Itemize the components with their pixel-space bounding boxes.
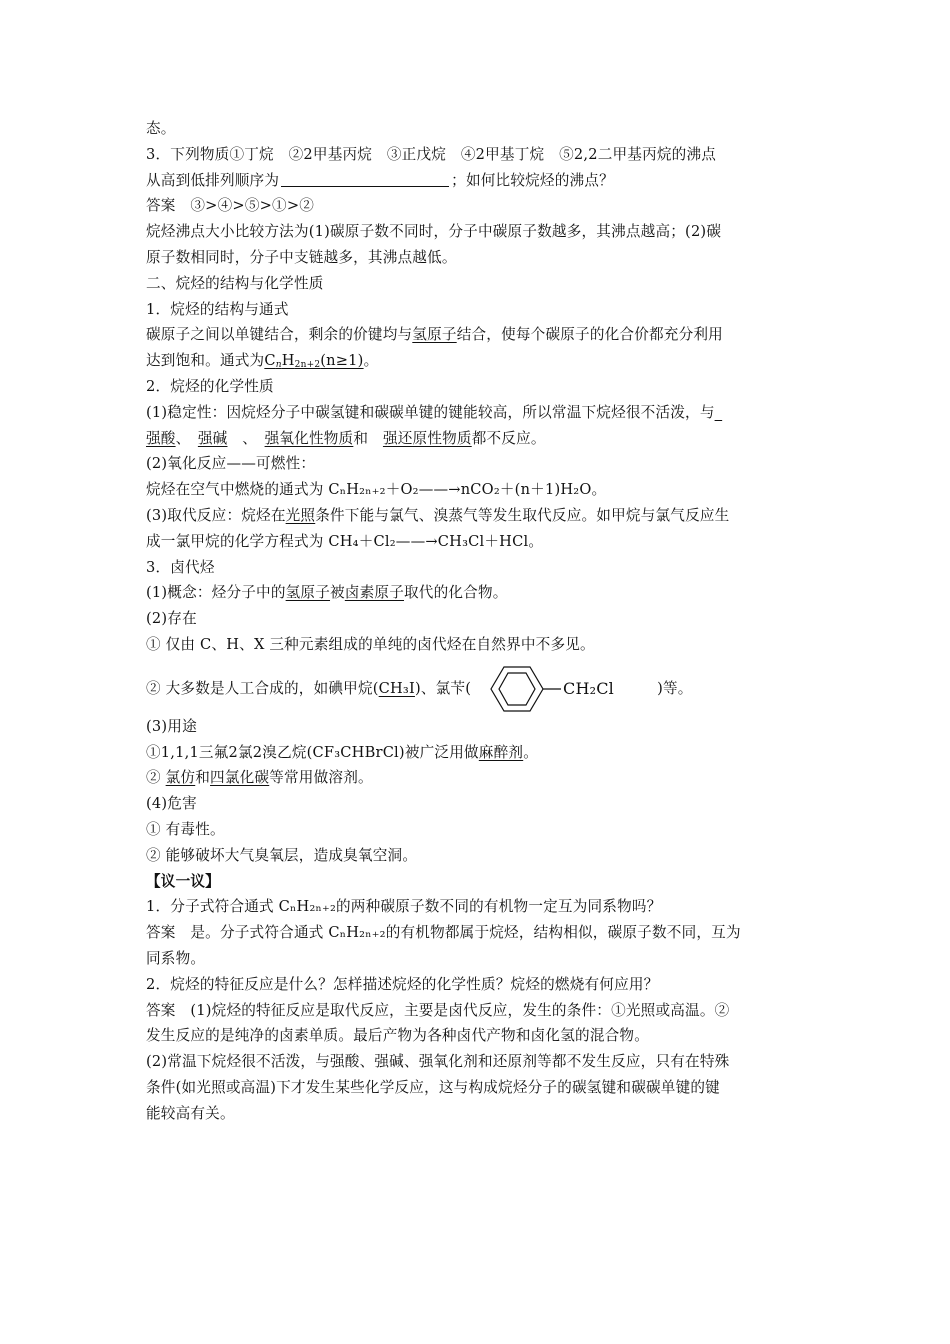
text-line: ①1,1,1三氟2氯2溴乙烷(CF₃CHBrCl)被广泛用做麻醉剂。 bbox=[146, 743, 538, 761]
text-line: (2)存在 bbox=[146, 610, 197, 628]
discussion-heading: 【议一议】 bbox=[146, 872, 220, 890]
answer-line: 答案 (1)烷烃的特征反应是取代反应，主要是卤代反应，发生的条件：①光照或高温。② bbox=[146, 1001, 730, 1019]
general-formula-line: 达到饱和。通式为$C_nH_{2n+2}(n\ge 1)$。 bbox=[146, 352, 379, 371]
subsection-heading: 2．烷烃的化学性质 bbox=[146, 377, 274, 395]
combustion-equation: 烷烃在空气中燃烧的通式为 CₙH₂ₙ₊₂＋O₂——→nCO₂＋(n＋1)H₂O。 bbox=[146, 481, 607, 499]
text-line: 碳原子之间以单键结合，剩余的价键均与氢原子结合，使每个碳原子的化合价都充分利用 bbox=[146, 326, 723, 344]
general-formula: $C_nH_{2n+2}(n\ge 1)$ bbox=[264, 352, 364, 371]
text-line: (2)氧化反应——可燃性： bbox=[146, 455, 316, 473]
answer-blank bbox=[281, 171, 449, 187]
answer-3: 答案 ③>④>⑤>①>② bbox=[146, 197, 315, 215]
explanation-line: 烷烃沸点大小比较方法为(1)碳原子数不同时，分子中碳原子数越多，其沸点越高；(2)碳 bbox=[146, 223, 722, 241]
text-line-with-structure: ② 大多数是人工合成的，如碘甲烷(CH₃I)、氯苄( CH₂Cl )等。 bbox=[146, 664, 810, 714]
section-heading: 二、烷烃的结构与化学性质 bbox=[146, 274, 324, 292]
question-3: 3．下列物质①丁烷 ②2甲基丙烷 ③正戊烷 ④2甲基丁烷 ⑤2,2二甲基丙烷的沸点 bbox=[146, 145, 717, 163]
substitution-equation: 成一氯甲烷的化学方程式为 CH₄＋Cl₂——→CH₃Cl＋HCl。 bbox=[146, 532, 544, 550]
text-line: 强酸、 强碱 、 强氧化性物质和 强还原性物质都不反应。 bbox=[146, 429, 546, 447]
answer-line: 发生反应的是纯净的卤素单质。最后产物为各种卤代产物和卤化氢的混合物。 bbox=[146, 1027, 649, 1045]
answer-line: 条件(如光照或高温)下才发生某些化学反应，这与构成烷烃分子的碳氢键和碳碳单键的键 bbox=[146, 1078, 720, 1096]
document-page bbox=[146, 116, 810, 1126]
text-line: ② 氯仿和四氯化碳等常用做溶剂。 bbox=[146, 769, 373, 787]
subsection-heading: 3．卤代烃 bbox=[146, 558, 215, 576]
question-3-continued: 从高到低排列顺序为 ；如何比较烷烃的沸点？ bbox=[146, 171, 614, 189]
text-line: 态。 bbox=[146, 120, 176, 137]
text-line: (1)概念：烃分子中的氢原子被卤素原子取代的化合物。 bbox=[146, 584, 508, 602]
answer-line: 能较高有关。 bbox=[146, 1104, 235, 1122]
text-line: (4)危害 bbox=[146, 795, 197, 813]
answer-line: 答案 是。分子式符合通式 CₙH₂ₙ₊₂的有机物都属于烷烃，结构相似，碳原子数不同，互为 bbox=[146, 924, 741, 942]
benzyl-chloride-structure bbox=[471, 664, 657, 714]
subsection-heading: 1．烷烃的结构与通式 bbox=[146, 300, 289, 318]
benzyl-label: CH₂Cl bbox=[563, 678, 615, 698]
discussion-question-2: 2．烷烃的特征反应是什么？怎样描述烷烃的化学性质？烷烃的燃烧有何应用？ bbox=[146, 975, 659, 993]
text-line: ① 有毒性。 bbox=[146, 820, 225, 838]
discussion-question-1: 1．分子式符合通式 CₙH₂ₙ₊₂的两种碳原子数不同的有机物一定互为同系物吗？ bbox=[146, 898, 662, 916]
text-line: ② 能够破坏大气臭氧层，造成臭氧空洞。 bbox=[146, 846, 418, 864]
answer-line: 同系物。 bbox=[146, 949, 206, 967]
text-line: (3)用途 bbox=[146, 717, 197, 735]
answer-line: (2)常温下烷烃很不活泼，与强酸、强碱、强氧化剂和还原剂等都不发生反应，只有在特殊 bbox=[146, 1053, 730, 1071]
text-line: (1)稳定性：因烷烃分子中碳氢键和碳碳单键的键能较高，所以常温下烷烃很不活泼，与_ bbox=[146, 403, 723, 421]
text-line: ① 仅由 C、H、X 三种元素组成的单纯的卤代烃在自然界中不多见。 bbox=[146, 635, 595, 653]
text-line: (3)取代反应：烷烃在光照条件下能与氯气、溴蒸气等发生取代反应。如甲烷与氯气反应生 bbox=[146, 506, 730, 524]
explanation-line: 原子数相同时，分子中支链越多，其沸点越低。 bbox=[146, 248, 457, 266]
